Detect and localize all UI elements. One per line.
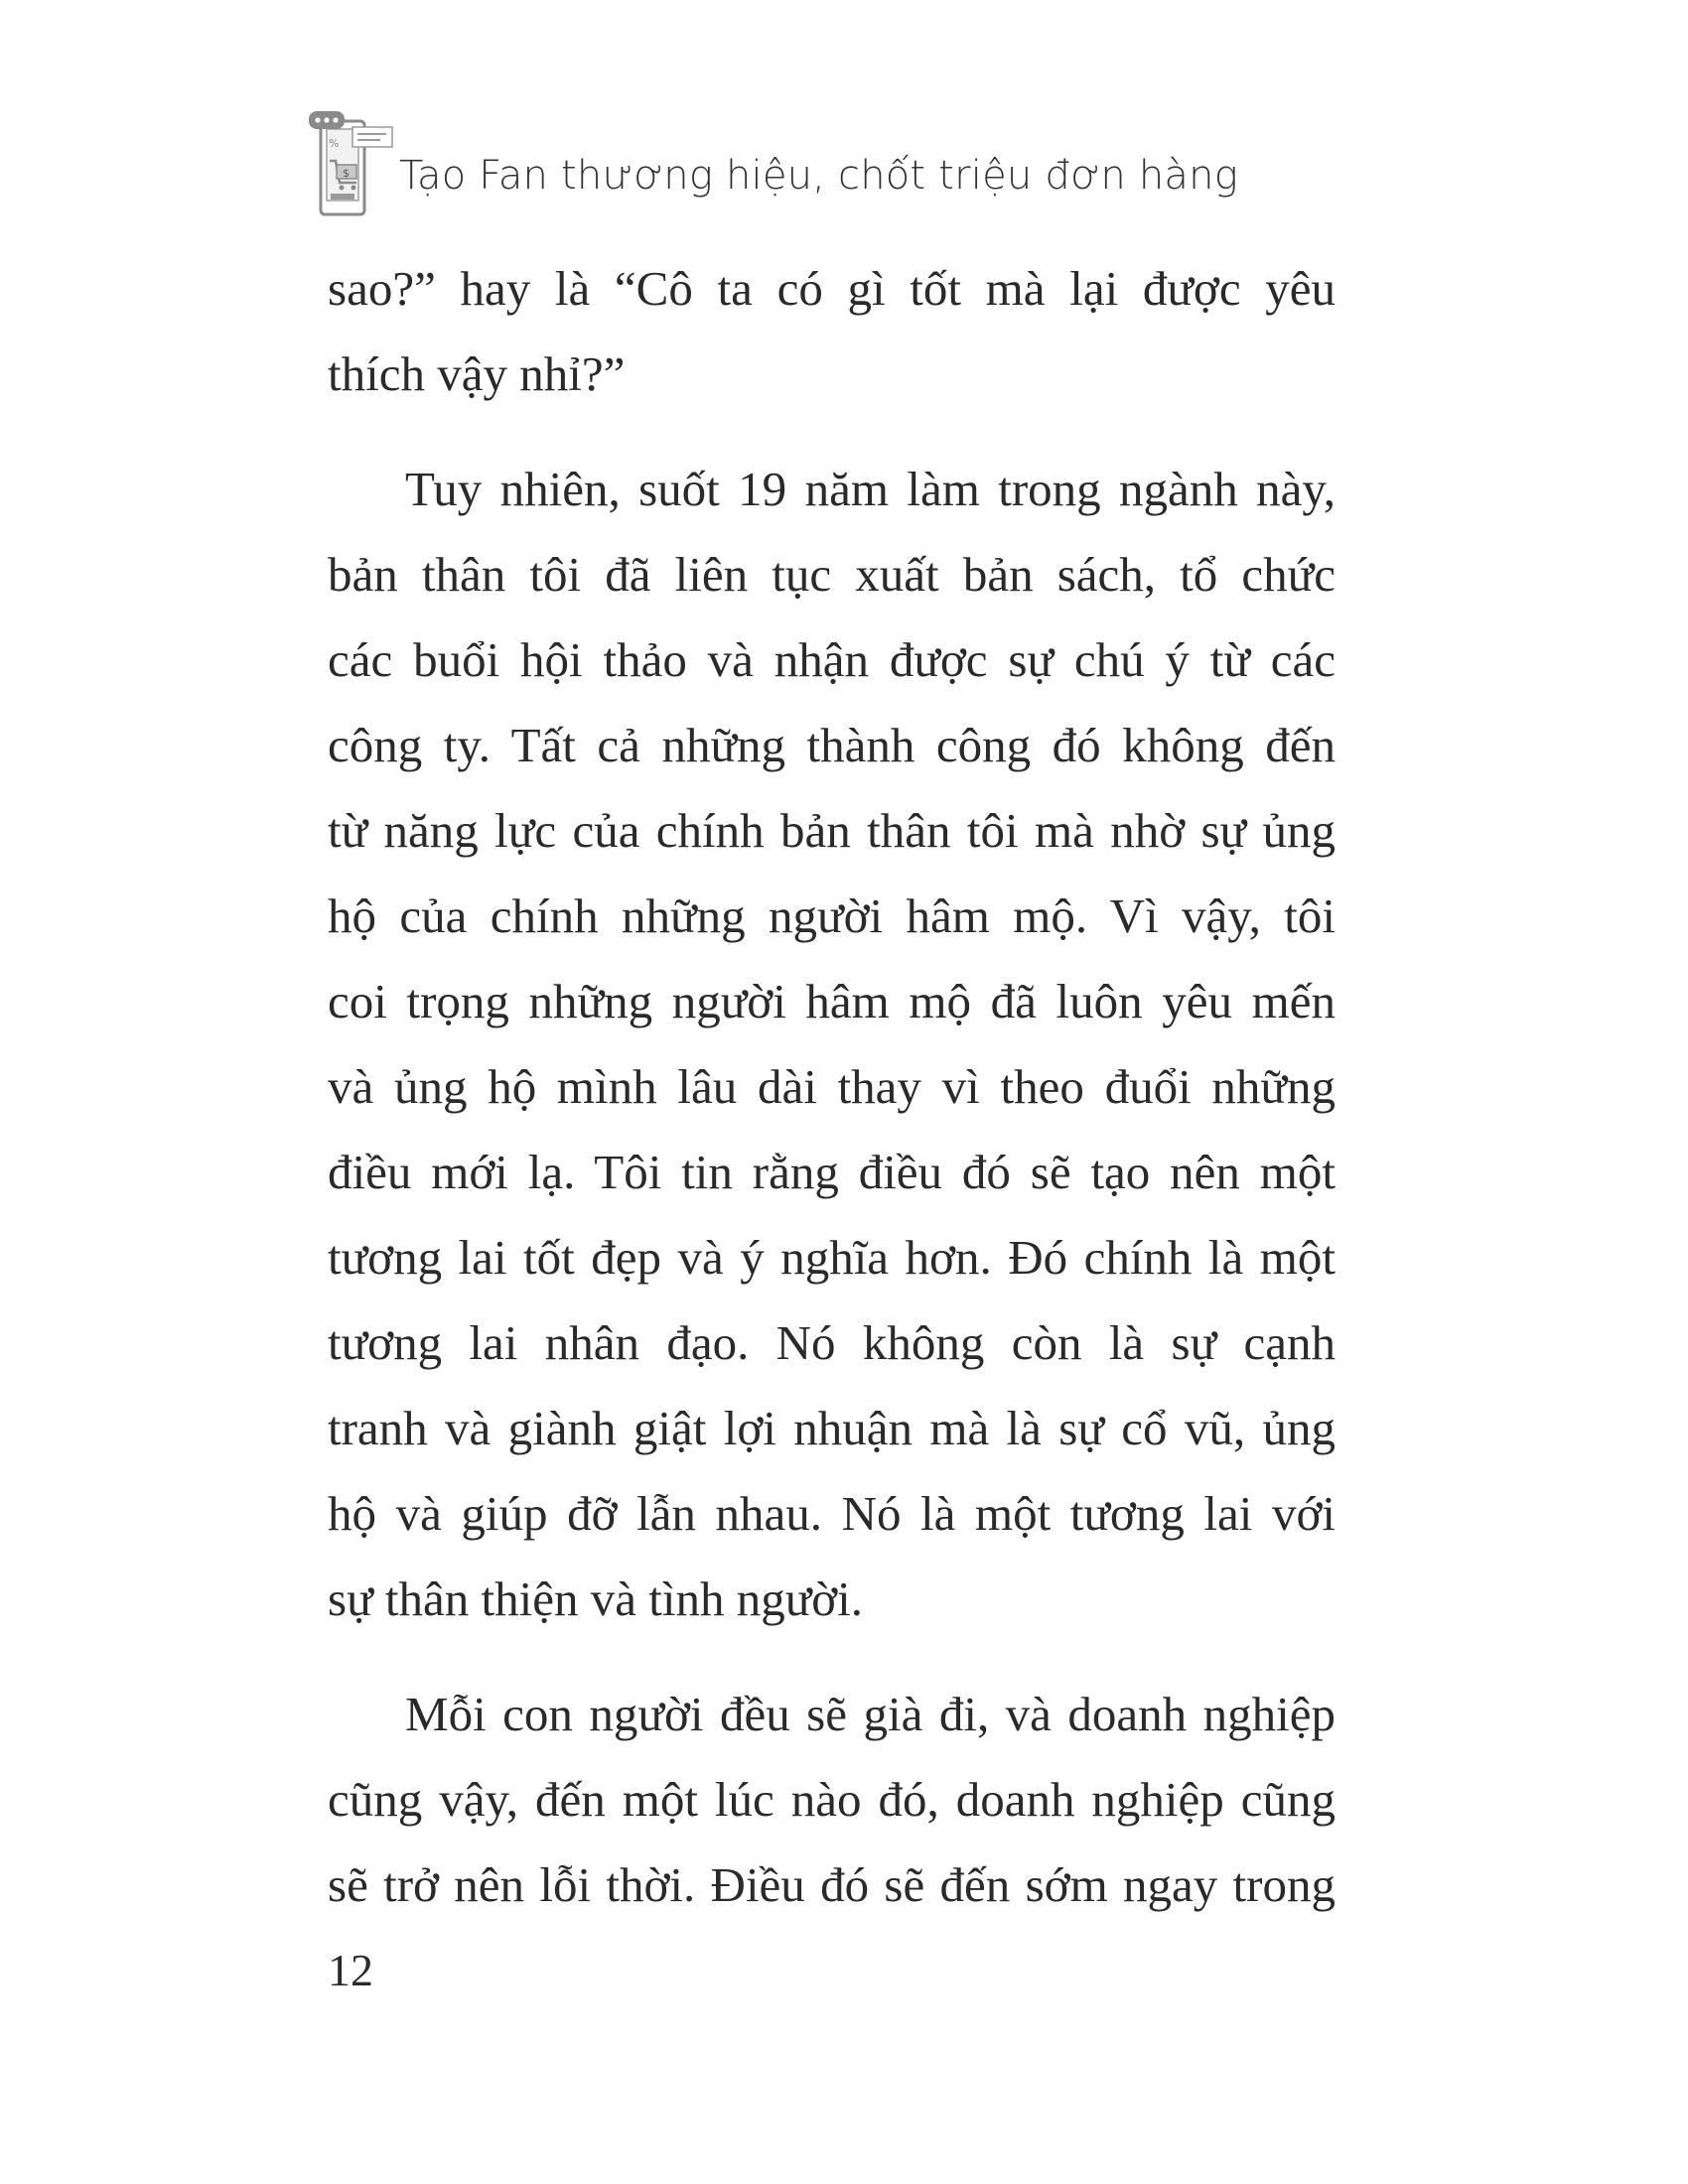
text-line: Tuy nhiên, suốt 19 năm làm trong ngành này,	[405, 462, 1336, 516]
paragraph-gap	[328, 417, 1336, 447]
text-line: tranh và giành giật lợi nhuận mà là sự cổ vũ, ủng	[328, 1401, 1336, 1455]
text-line: từ năng lực của chính bản thân tôi mà nhờ sự ủng	[328, 803, 1336, 858]
text-line: Mỗi con người đều sẽ già đi, và doanh nghiệp	[405, 1687, 1336, 1741]
text-line: bản thân tôi đã liên tục xuất bản sách, tổ chức	[328, 547, 1336, 602]
paragraph-gap	[328, 1642, 1336, 1672]
text-line: các buổi hội thảo và nhận được sự chú ý từ các	[328, 632, 1336, 687]
paragraph	[328, 447, 1336, 1642]
paragraph	[328, 1672, 1336, 1928]
text-line: sao?” hay là “Cô ta có gì tốt mà lại được yêu	[328, 261, 1336, 316]
text-line: sẽ trở nên lỗi thời. Điều đó sẽ đến sớm ngay trong	[328, 1857, 1336, 1912]
paragraph	[328, 246, 1336, 417]
running-header-title: Tạo Fan thương hiệu, chốt triệu đơn hàng	[399, 153, 1238, 199]
text-line: hộ của chính những người hâm mộ. Vì vậy, tôi	[328, 888, 1336, 943]
text-line: coi trọng những người hâm mộ đã luôn yêu mến	[328, 974, 1336, 1028]
running-header	[303, 107, 1395, 226]
svg-text:$: $	[343, 167, 350, 180]
text-line: công ty. Tất cả những thành công đó không đến	[328, 718, 1336, 772]
text-line: hộ và giúp đỡ lẫn nhau. Nó là một tương lai với	[328, 1486, 1336, 1541]
text-line: sự thân thiện và tình người.	[328, 1571, 864, 1626]
text-line: và ủng hộ mình lâu dài thay vì theo đuổi những	[328, 1059, 1336, 1114]
text-line: cũng vậy, đến một lúc nào đó, doanh nghiệp cũng	[328, 1772, 1336, 1827]
page-number: 12	[328, 1945, 373, 1995]
text-line: thích vậy nhỉ?”	[328, 346, 626, 401]
page-body	[328, 246, 1336, 1928]
text-line: tương lai tốt đẹp và ý nghĩa hơn. Đó chính là một	[328, 1230, 1336, 1285]
text-line: tương lai nhân đạo. Nó không còn là sự cạnh	[328, 1315, 1336, 1370]
text-line: điều mới lạ. Tôi tin rằng điều đó sẽ tạo nên một	[328, 1145, 1336, 1199]
shopping-cart-phone-icon	[303, 107, 398, 222]
svg-text:%: %	[329, 137, 340, 150]
